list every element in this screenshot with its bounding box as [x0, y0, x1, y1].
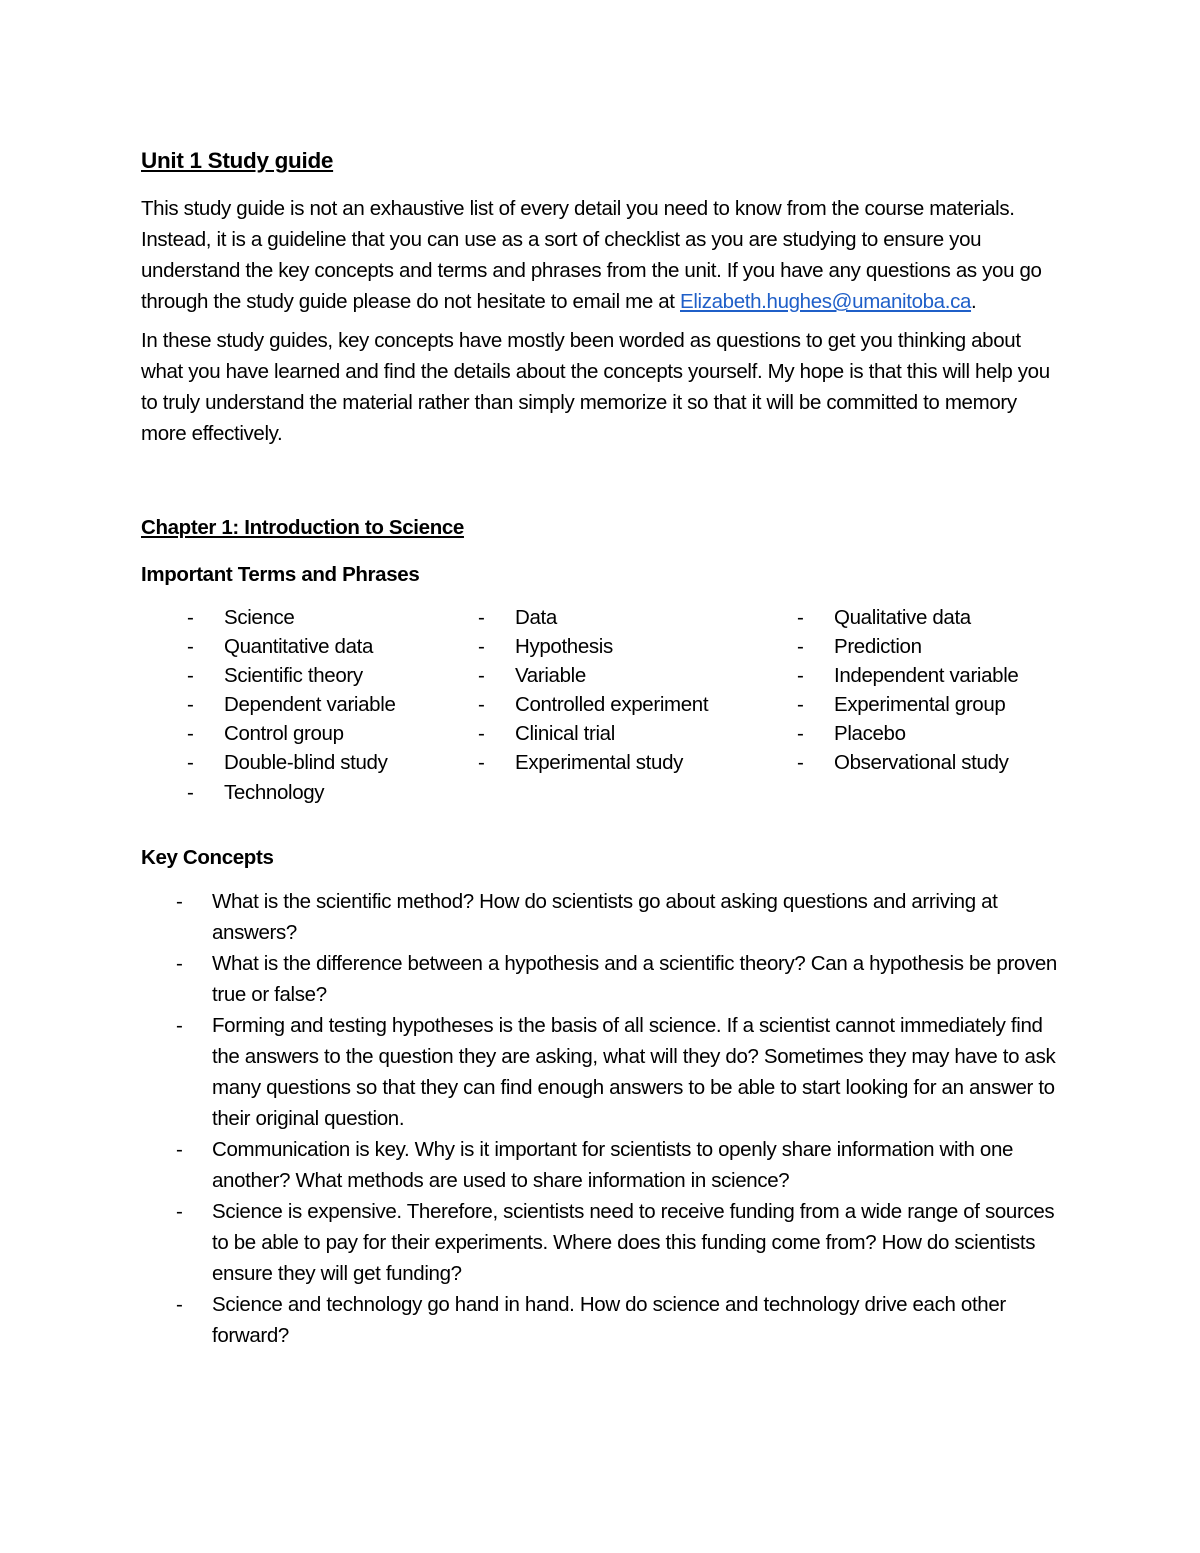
term-text: Qualitative data [834, 606, 971, 629]
bullet-dash: - [478, 751, 485, 775]
term-text: Hypothesis [515, 635, 613, 659]
term-text: Double-blind study [224, 751, 388, 775]
concept-text: Communication is key. Why is it important for scientists to openly share information with one another? What methods are used to share information in science? [212, 1138, 1014, 1192]
term-text: Clinical trial [515, 722, 615, 746]
bullet-dash: - [187, 751, 194, 775]
concept-text: Science is expensive. Therefore, scientists need to receive funding from a wide range of sources to be able to pay for their experiments. Where does this funding come from? How do scientists ensure they will get funding? [212, 1200, 1055, 1285]
bullet-dash: - [478, 635, 485, 659]
term-text: Observational study [834, 751, 1009, 775]
term-text: Prediction [834, 635, 922, 659]
bullet-dash: - [797, 751, 804, 775]
bullet-dash: - [187, 780, 194, 804]
intro-period: . [971, 290, 977, 313]
term-text: Variable [515, 664, 586, 688]
term-text: Experimental group [834, 693, 1006, 717]
term-text: Controlled experiment [515, 693, 709, 717]
document-body [141, 146, 1061, 1351]
concept-item [141, 948, 1061, 1010]
bullet-dash: - [176, 1138, 183, 1161]
concept-text: Science and technology go hand in hand. How do science and technology drive each other forward? [212, 1293, 1006, 1347]
concept-text: What is the difference between a hypothesis and a scientific theory? Can a hypothesis be proven true or false? [212, 952, 1057, 1006]
chapter-title: Chapter 1: Introduction to Science [141, 516, 464, 539]
terms-list [141, 603, 1061, 803]
bullet-dash: - [187, 693, 194, 717]
bullet-dash: - [187, 606, 194, 629]
document-title: Unit 1 Study guide [141, 148, 334, 173]
bullet-dash: - [478, 722, 485, 746]
bullet-dash: - [478, 606, 485, 629]
intro-paragraph-2: In these study guides, key concepts have mostly been worded as questions to get you thinking about what you have learned and find the details about the concepts yourself. My hope is that this will help you to truly understand the material rather than simply memorize it so that it will be committed to memory more effectively. [141, 329, 1050, 445]
bullet-dash: - [797, 693, 804, 717]
term-text: Control group [224, 722, 344, 746]
intro-text: This study guide is not an exhaustive list of every detail you need to know from the course materials. Instead, it is a guideline that you can use as a sort of checklist as you are studying to ensure you understand the key concepts and terms and phrases from the unit. If you have any questions as you go through the study guide please do not hesitate to email me at [141, 197, 1042, 313]
bullet-dash: - [176, 890, 183, 913]
concept-text: What is the scientific method? How do scientists go about asking questions and arriving at answers? [212, 890, 998, 944]
bullet-dash: - [187, 635, 194, 659]
key-concepts-list [141, 886, 1061, 1351]
concepts-heading: Key Concepts [141, 846, 274, 869]
bullet-dash: - [797, 664, 804, 688]
term-text: Scientific theory [224, 664, 363, 688]
bullet-dash: - [187, 664, 194, 688]
bullet-dash: - [478, 693, 485, 717]
term-text: Data [515, 606, 557, 629]
term-text: Experimental study [515, 751, 684, 775]
terms-heading: Important Terms and Phrases [141, 563, 420, 586]
term-text: Independent variable [834, 664, 1019, 688]
term-text: Science [224, 606, 295, 629]
concept-item [141, 1289, 1061, 1351]
concept-item [141, 886, 1061, 948]
bullet-dash: - [176, 952, 183, 975]
bullet-dash: - [797, 606, 804, 629]
email-link[interactable]: Elizabeth.hughes@umanitoba.ca [680, 290, 972, 313]
concept-item [141, 1134, 1061, 1196]
term-text: Dependent variable [224, 693, 396, 717]
concept-text: Forming and testing hypotheses is the basis of all science. If a scientist cannot immediately find the answers to the question they are asking, what will they do? Sometimes they may have to ask many questions so that they can find enough answers to be able to start looking for an answer to their original question. [212, 1014, 1056, 1130]
bullet-dash: - [478, 664, 485, 688]
term-text: Placebo [834, 722, 906, 746]
intro-paragraph [141, 193, 1061, 317]
bullet-dash: - [797, 635, 804, 659]
term-text: Quantitative data [224, 635, 374, 659]
term-text: Technology [224, 780, 325, 804]
concept-item [141, 1196, 1061, 1289]
bullet-dash: - [187, 722, 194, 746]
bullet-dash: - [176, 1200, 183, 1223]
bullet-dash: - [176, 1293, 183, 1316]
bullet-dash: - [797, 722, 804, 746]
bullet-dash: - [176, 1014, 183, 1037]
concept-item [141, 1010, 1061, 1134]
